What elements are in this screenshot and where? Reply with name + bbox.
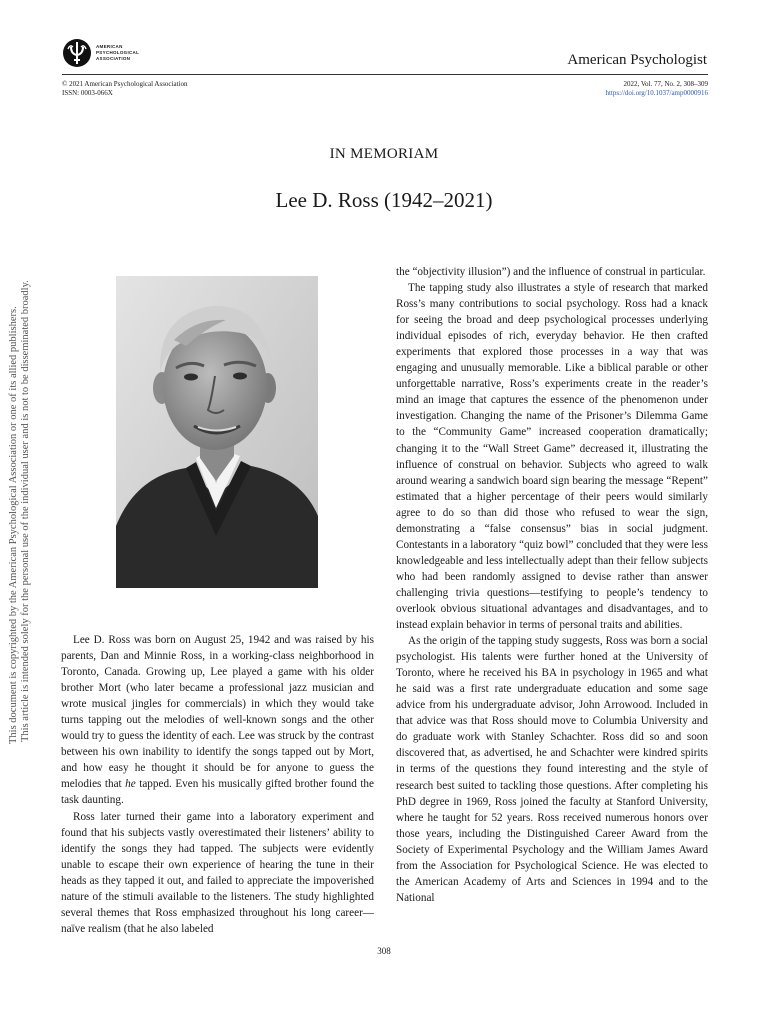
citation-info [605,80,708,97]
apa-logo-icon [62,38,92,68]
portrait-illustration [116,276,318,588]
copyright-side-notice: This document is copyrighted by the American Psychological Association or one of its allied publishers. [8,306,19,744]
section-label: IN MEMORIAM [329,146,439,162]
portrait-photo [116,276,318,588]
page-number: 308 [377,946,391,956]
doi-link[interactable]: https://doi.org/10.1037/amp0000916 [605,88,708,97]
citation-line: 2022, Vol. 77, No. 2, 308–309 [623,80,708,88]
paragraph: As the origin of the tapping study suggests, Ross was born a social psychologist. His talents were further honed at the University of Toronto, where he received his BA in psychology in 1965 and what he said was a first rate undergraduate education and some sage advice from his undergraduate advisor, John Arrowood. Included in that advice was that Ross should move to Columbia University and do graduate work with Stanley Schachter. Ross did so and soon discovered that, as advertised, he and Schachter were kindred spirits in terms of the questions they found interesting and the style of research best suited to tackling those questions. After completing his PhD degree in 1969, Ross joined the faculty at Stanford University, where he taught for 52 years. Ross received numerous honors over those years, including the Distinguished Career Award from the Society of Experimental Psychology and the William James Award from the Association for Psychological Science. He was elected to the American Academy of Arts and Sciences in 1994 and to the National [396,635,708,904]
publisher-name-line: AMERICAN [96,44,123,49]
publisher-name-line: PSYCHOLOGICAL [96,50,140,55]
paragraph-text: Lee D. Ross was born on August 25, 1942 and was raised by his parents, Dan and Minnie Ross, in a working-class neighborhood in Toronto, Canada. Growing up, Lee played a game with his older brother Mort (who later became a professional jazz musician and wrote musical jingles for commercials) in which they would take turns tapping out the melodies of well-known songs and the other would try to guess the identity of each. Lee was struck by the contrast between his own inability to identify the songs tapped out by Mort, and how easy he thought it should be for anyone to guess the melodies that [61,634,374,791]
journal-name: American Psychologist [567,52,707,68]
publisher-name-line: ASSOCIATION [96,56,131,61]
body-text-left-column [61,632,374,937]
paragraph: Ross later turned their game into a laboratory experiment and found that his subjects vastly overestimated their listeners’ ability to identify the songs they had tapped. The subjects were evidently unable to escape their own experience of hearing the tune in their heads as they tapped it out, and failed to appreciate the impoverished nature of the stimuli available to the listeners. The study highlighted several themes that Ross emphasized throughout his long career—naïve realism (that he also labeled [61,810,374,935]
paragraph: the “objectivity illusion”) and the influence of construal in particular. [396,266,706,278]
paragraph-text: tapped. Even his musically gifted brother found the task daunting. [61,778,374,807]
publisher-name [96,44,139,62]
usage-side-notice: This article is intended solely for the personal use of the individual user and is not to be disseminated broadly. [20,280,31,742]
paragraph [61,632,374,809]
copyright-info [62,80,187,97]
issn-line: ISSN: 0003-066X [62,88,113,97]
header-divider [62,74,708,75]
copyright-line: © 2021 American Psychological Association [62,80,188,88]
body-text-right-column [396,264,708,906]
paragraph: The tapping study also illustrates a style of research that marked Ross’s many contributions to social psychology. Ross had a knack for seeing the broad and deep psychological processes underlying individual episodes of rich, everyday behavior. He then crafted experiments that explored those processes in a way that was engaging and unusually memorable. Like a biblical parable or other unforgettable narrative, Ross’s experiments create in the reader’s mind an image that captures the essence of the phenomenon under investigation. Changing the name of the Prisoner’s Dilemma Game to the “Community Game” increased cooperation dramatically; changing it to the “Wall Street Game” decreased it, illustrating the influence of construal on behavior. Subjects who agreed to walk around wearing a sandwich board sign bearing the message “Repent” estimated that a higher percentage of their peers would similarly agree to do so than did those who refused to wear the sign, demonstrating a “false consensus” bias in social judgment. Contestants in a laboratory “quiz bowl” concluded that they were less knowledgeable and less intellectually adept than their fellow subjects who had been randomly assigned to devise rather than answer challenging trivia questions—testifying to people’s tendency to overlook obvious situational advantages and disadvantages, and to instead explain behavior in terms of personal traits and abilities. [396,282,708,632]
emphasis: he [125,778,136,791]
article-title: Lee D. Ross (1942–2021) [275,188,493,212]
